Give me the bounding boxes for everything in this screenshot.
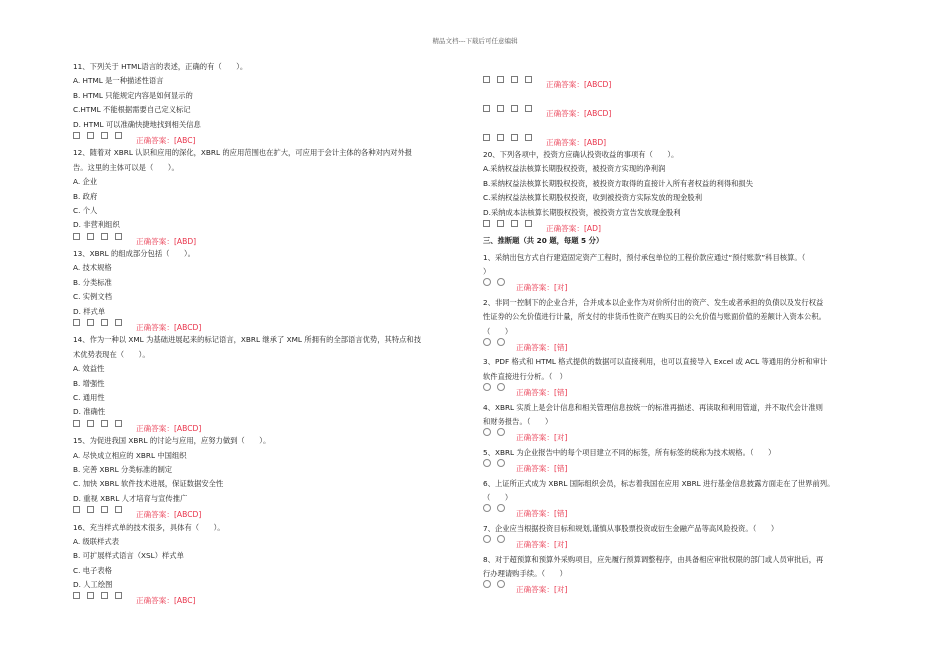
answer-row bbox=[483, 339, 883, 353]
checkbox[interactable] bbox=[511, 76, 518, 83]
correct-answer: 正确答案：[对] bbox=[516, 540, 568, 550]
checkbox[interactable] bbox=[525, 76, 532, 83]
checkbox[interactable] bbox=[73, 233, 80, 240]
answer-row bbox=[73, 132, 468, 146]
option-checkboxes bbox=[73, 132, 129, 141]
checkbox[interactable] bbox=[87, 420, 94, 427]
question-text-line: D. 样式单 bbox=[73, 306, 106, 316]
checkbox[interactable] bbox=[483, 134, 490, 141]
question-block bbox=[483, 148, 883, 234]
checkbox[interactable] bbox=[115, 506, 122, 513]
question-text-line: C.HTML 不能根据需要自己定义标记 bbox=[73, 105, 191, 115]
question-block bbox=[73, 434, 468, 520]
question-text-line: 20、下列各项中，投资方应确认投资收益的事项有（ ）。 bbox=[483, 149, 679, 159]
question-text-line: 16、充当样式单的技术很多，具体有（ ）。 bbox=[73, 522, 225, 532]
question-text-line: D. 重视 XBRL 人才培育与宣传推广 bbox=[73, 493, 188, 503]
true-false-question bbox=[483, 296, 883, 354]
checkbox[interactable] bbox=[101, 233, 108, 240]
true-false-question bbox=[483, 401, 883, 444]
checkbox[interactable] bbox=[115, 592, 122, 599]
answer-row bbox=[483, 134, 883, 148]
option-checkboxes bbox=[483, 220, 539, 229]
radio-button[interactable] bbox=[483, 580, 491, 588]
checkbox[interactable] bbox=[73, 592, 80, 599]
question-text-line: A. 企业 bbox=[73, 177, 98, 187]
correct-answer: 正确答案：[ABCD] bbox=[546, 108, 612, 118]
radio-button[interactable] bbox=[483, 383, 491, 391]
checkbox[interactable] bbox=[87, 592, 94, 599]
question-text-line: B. 增强性 bbox=[73, 378, 105, 388]
checkbox[interactable] bbox=[497, 76, 504, 83]
answer-row bbox=[483, 105, 883, 119]
question-text-line: 软件直接进行分析。（ ） bbox=[483, 371, 567, 381]
question-text-line: 性证券的公允价值进行计量，所支付的非货币性资产在购买日的公允价值与账面价值的差额计入资本公积。 bbox=[483, 312, 826, 322]
answer-row bbox=[483, 279, 883, 293]
question-text-line: A. HTML 是一种描述性语言 bbox=[73, 76, 164, 86]
question-text-line: C. 通用性 bbox=[73, 392, 105, 402]
option-checkboxes bbox=[483, 134, 539, 143]
question-text-line: 和财务报告。（ ） bbox=[483, 417, 553, 426]
question-block bbox=[73, 333, 468, 434]
correct-answer: 正确答案：[错] bbox=[516, 509, 568, 519]
checkbox[interactable] bbox=[87, 319, 94, 326]
question-text-line: 1、采纳出包方式自行建造固定资产工程时，预付承包单位的工程价款应通过“预付账款”科目核算。（ bbox=[483, 252, 806, 262]
question-text-line: 8、对于超预算和预算外采购项目，应先履行预算调整程序，由具备相应审批权限的部门或人员审批后，再 bbox=[483, 554, 824, 564]
question-block bbox=[73, 60, 468, 146]
checkbox[interactable] bbox=[497, 220, 504, 227]
question-block bbox=[73, 247, 468, 333]
question-text-line: 4、XBRL 实质上是会计信息和相关管理信息按统一的标准再描述、再读取和利用管道，并不取代会计准则 bbox=[483, 402, 823, 412]
checkbox[interactable] bbox=[525, 220, 532, 227]
question-text-line: B. 可扩展样式语言（XSL）样式单 bbox=[73, 551, 184, 561]
true-false-question bbox=[483, 477, 883, 520]
question-text-line: ） bbox=[483, 267, 491, 277]
question-block bbox=[73, 521, 468, 607]
correct-answer: 正确答案：[ABD] bbox=[136, 236, 197, 246]
option-checkboxes bbox=[73, 592, 129, 601]
correct-answer: 正确答案：[ABCD] bbox=[136, 510, 202, 520]
checkbox[interactable] bbox=[101, 592, 108, 599]
checkbox[interactable] bbox=[115, 233, 122, 240]
checkbox[interactable] bbox=[87, 506, 94, 513]
correct-answer: 正确答案：[ABCD] bbox=[136, 323, 202, 333]
question-text-line: 11、下列关于 HTML语言的表述，正确的有（ ）。 bbox=[73, 62, 248, 71]
continued-answers bbox=[483, 76, 883, 148]
question-text-line: A.采纳权益法核算长期股权投资，被投资方实现的净利润 bbox=[483, 164, 666, 174]
question-text-line: 行办理请购手续。（ ） bbox=[483, 568, 567, 578]
correct-answer: 正确答案：[ABCD] bbox=[546, 80, 612, 89]
checkbox[interactable] bbox=[115, 132, 122, 139]
question-text-line: D. 人工绘图 bbox=[73, 580, 113, 590]
question-text-line: C. 电子表格 bbox=[73, 565, 112, 575]
correct-answer: 正确答案：[AD] bbox=[546, 223, 601, 233]
checkbox[interactable] bbox=[511, 134, 518, 141]
question-text-line: B.采纳权益法核算长期股权投资，被投资方取得的直接计入所有者权益的利得和损失 bbox=[483, 178, 754, 188]
question-text-line: 6、上证所正式成为 XBRL 国际组织会员，标志着我国在应用 XBRL 进行基金信息披露方面走在了世界前列。 bbox=[483, 478, 835, 488]
correct-answer: 正确答案：[对] bbox=[516, 283, 568, 293]
radio-button[interactable] bbox=[497, 580, 505, 588]
spacer bbox=[483, 119, 883, 133]
checkbox[interactable] bbox=[101, 506, 108, 513]
checkbox[interactable] bbox=[101, 420, 108, 427]
question-text-line: C.采纳权益法核算长期股权投资，收到被投资方实际发放的现金股利 bbox=[483, 193, 703, 203]
radio-button[interactable] bbox=[497, 535, 505, 543]
correct-answer: 正确答案：[错] bbox=[516, 388, 568, 398]
page-header: 精品文档---下载后可任意编辑 bbox=[432, 37, 518, 45]
question-text-line: A. 级联样式表 bbox=[73, 536, 119, 546]
checkbox[interactable] bbox=[87, 132, 94, 139]
correct-answer: 正确答案：[错] bbox=[516, 464, 568, 474]
correct-answer: 正确答案：[错] bbox=[516, 343, 568, 353]
true-false-question bbox=[483, 522, 883, 551]
answer-row bbox=[483, 505, 883, 519]
answer-row bbox=[483, 429, 883, 443]
question-text-line: B. 完善 XBRL 分类标准的制定 bbox=[73, 464, 173, 474]
checkbox[interactable] bbox=[483, 105, 490, 112]
correct-answer: 正确答案：[ABC] bbox=[136, 596, 196, 606]
answer-row bbox=[483, 220, 883, 234]
radio-button[interactable] bbox=[483, 459, 491, 467]
question-text-line: （ ） bbox=[483, 326, 513, 336]
question-text-line: A. 技术规格 bbox=[73, 263, 112, 273]
option-radios bbox=[483, 459, 511, 469]
answer-row bbox=[483, 536, 883, 550]
option-checkboxes bbox=[73, 420, 129, 429]
question-text-line: A. 效益性 bbox=[73, 364, 105, 374]
answer-row bbox=[73, 506, 468, 520]
question-text-line: C. 加快 XBRL 软件技术进展，保证数据安全性 bbox=[73, 479, 224, 489]
radio-button[interactable] bbox=[497, 504, 505, 512]
option-radios bbox=[483, 383, 511, 393]
radio-button[interactable] bbox=[497, 338, 505, 346]
option-radios bbox=[483, 338, 511, 348]
checkbox[interactable] bbox=[73, 506, 80, 513]
question-text-line: 14、作为一种以 XML 为基础进展起来的标记语言，XBRL 继承了 XML 所拥有的全部语言优势，其特点和技 bbox=[73, 335, 422, 345]
question-text-line: 告。这里的主体可以是（ ）。 bbox=[73, 162, 179, 172]
checkbox[interactable] bbox=[115, 319, 122, 326]
checkbox[interactable] bbox=[483, 220, 490, 227]
answer-row bbox=[73, 233, 468, 247]
option-radios bbox=[483, 535, 511, 545]
answer-row bbox=[73, 319, 468, 333]
spacer bbox=[483, 90, 883, 104]
option-checkboxes bbox=[73, 506, 129, 515]
checkbox[interactable] bbox=[525, 134, 532, 141]
radio-button[interactable] bbox=[497, 459, 505, 467]
checkbox[interactable] bbox=[101, 319, 108, 326]
checkbox[interactable] bbox=[73, 420, 80, 427]
answer-row bbox=[73, 592, 468, 606]
answer-row bbox=[483, 460, 883, 474]
section-title: 三、推断题（共 20 题，每题 5 分） bbox=[483, 236, 604, 246]
answer-row bbox=[73, 420, 468, 434]
correct-answer: 正确答案：[ABC] bbox=[136, 135, 196, 145]
true-false-question bbox=[483, 553, 883, 596]
correct-answer: 正确答案：[对] bbox=[516, 433, 568, 443]
question-text-line: C. 个人 bbox=[73, 205, 98, 215]
correct-answer: 正确答案：[对] bbox=[516, 585, 568, 595]
true-false-question bbox=[483, 251, 883, 294]
true-false-question bbox=[483, 446, 883, 475]
radio-button[interactable] bbox=[483, 338, 491, 346]
left-column bbox=[73, 60, 468, 607]
radio-button[interactable] bbox=[483, 504, 491, 512]
checkbox[interactable] bbox=[497, 134, 504, 141]
question-text-line: 15、为促进我国 XBRL 的讨论与应用，应努力做到（ ）。 bbox=[73, 436, 271, 446]
right-column bbox=[483, 60, 883, 596]
option-checkboxes bbox=[483, 76, 539, 85]
question-text-line: A. 尽快成立相应的 XBRL 中国组织 bbox=[73, 450, 187, 460]
question-text-line: （ ） bbox=[483, 492, 513, 502]
checkbox[interactable] bbox=[497, 105, 504, 112]
correct-answer: 正确答案：[ABD] bbox=[546, 137, 607, 147]
answer-row bbox=[483, 76, 883, 90]
option-checkboxes bbox=[73, 319, 129, 328]
option-radios bbox=[483, 504, 511, 514]
checkbox[interactable] bbox=[483, 76, 490, 83]
option-checkboxes bbox=[483, 105, 539, 114]
radio-button[interactable] bbox=[483, 278, 491, 286]
option-radios bbox=[483, 278, 511, 288]
checkbox[interactable] bbox=[73, 319, 80, 326]
question-text-line: D. 非营利组织 bbox=[73, 220, 120, 230]
radio-button[interactable] bbox=[497, 428, 505, 436]
option-radios bbox=[483, 428, 511, 438]
radio-button[interactable] bbox=[497, 278, 505, 286]
radio-button[interactable] bbox=[483, 428, 491, 436]
answer-row bbox=[483, 581, 883, 595]
checkbox[interactable] bbox=[525, 105, 532, 112]
question-text-line: 13、XBRL 的组成部分包括（ ）。 bbox=[73, 249, 195, 259]
question-text-line: 术优势表现在（ ）。 bbox=[73, 349, 150, 359]
checkbox[interactable] bbox=[115, 420, 122, 427]
question-text-line: D. 准确性 bbox=[73, 407, 106, 417]
checkbox[interactable] bbox=[73, 132, 80, 139]
checkbox[interactable] bbox=[101, 132, 108, 139]
question-block bbox=[73, 146, 468, 247]
radio-button[interactable] bbox=[497, 383, 505, 391]
option-radios bbox=[483, 580, 511, 590]
correct-answer: 正确答案：[ABCD] bbox=[136, 423, 202, 433]
question-text-line: 3、PDF 格式和 HTML 格式提供的数据可以直接利用，也可以直接导入 Excel 或 ACL 等通用的分析和审计 bbox=[483, 357, 828, 367]
radio-button[interactable] bbox=[483, 535, 491, 543]
question-text-line: B. HTML 只能规定内容是如何显示的 bbox=[73, 90, 193, 100]
question-text-line: D. HTML 可以准确快捷地找到相关信息 bbox=[73, 119, 201, 129]
checkbox[interactable] bbox=[87, 233, 94, 240]
checkbox[interactable] bbox=[511, 105, 518, 112]
option-checkboxes bbox=[73, 233, 129, 242]
question-text-line: D.采纳成本法核算长期股权投资，被投资方宣告发放现金股利 bbox=[483, 207, 681, 217]
question-text-line: B. 政府 bbox=[73, 191, 98, 201]
question-text-line: C. 实例文档 bbox=[73, 292, 112, 302]
true-false-question bbox=[483, 355, 883, 398]
question-text-line: 2、非同一控制下的企业合并，合并成本以企业作为对价所付出的资产、发生或者承担的负债以及发行权益 bbox=[483, 297, 824, 307]
question-text-line: 12、随着对 XBRL 认识和应用的深化，XBRL 的应用范围也在扩大，可应用于会计主体的各种对内对外报 bbox=[73, 148, 413, 158]
question-text-line: 5、XBRL 为企业报告中的每个项目建立不同的标签，所有标签的统称为技术规格。（ ） bbox=[483, 447, 776, 457]
question-text-line: B. 分类标准 bbox=[73, 277, 112, 287]
answer-row bbox=[483, 384, 883, 398]
question-text-line: 7、企业应当根据投资目标和规划,谨慎从事股票投资或衍生金融产品等高风险投资。（ ） bbox=[483, 523, 779, 533]
checkbox[interactable] bbox=[511, 220, 518, 227]
